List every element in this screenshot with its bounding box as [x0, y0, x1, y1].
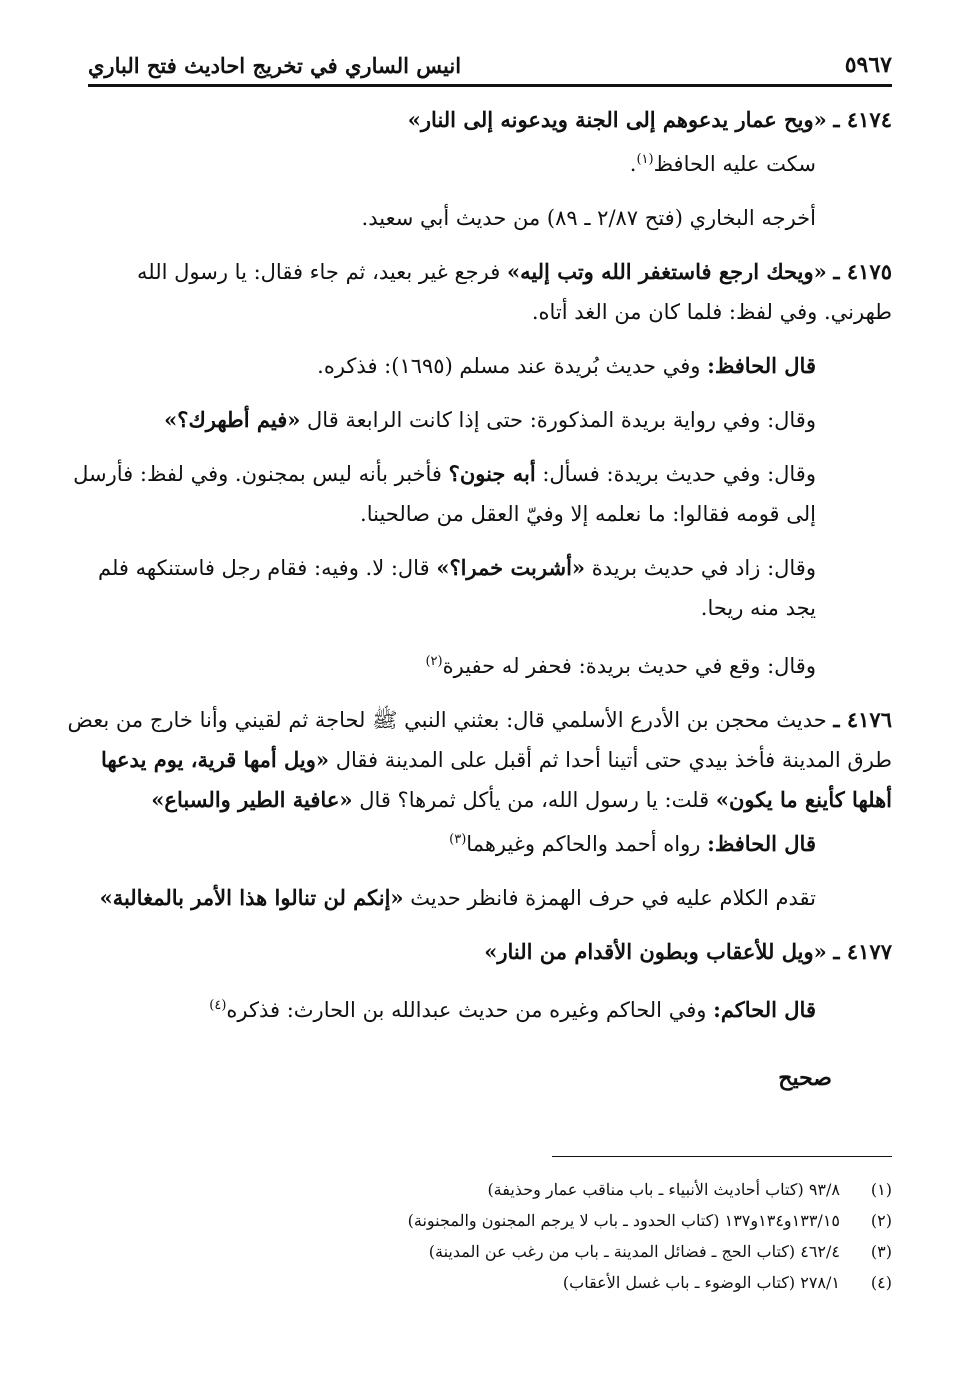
- verdict: صحيح: [778, 1065, 832, 1091]
- footnote-rule: [552, 1156, 892, 1157]
- hafiz-text: رواه أحمد والحاكم وغيرهما: [466, 832, 701, 856]
- footnote-text: ١٣٣/١٥و١٣٤و١٣٧ (كتاب الحدود ـ باب لا يرجم المجنون والمجنونة): [407, 1211, 840, 1230]
- footnote-number: (١): [870, 1180, 892, 1199]
- footnote-number: (٢): [870, 1211, 892, 1230]
- footnote-ref: (١): [636, 152, 654, 167]
- page-body: [66, 100, 892, 1098]
- footnote-item: [66, 1174, 892, 1205]
- entry-number: ٤١٧٥ ـ: [833, 259, 892, 284]
- hadith-text: «ويل للأعقاب وبطون الأقدام من النار»: [484, 939, 827, 964]
- footnote-number: (٤): [870, 1273, 892, 1292]
- page-number: ٥٩٦٧: [844, 52, 892, 78]
- footnote-text: ٩٣/٨ (كتاب أحاديث الأنبياء ـ باب مناقب عمار وحذيفة): [487, 1180, 840, 1199]
- paragraph-text: وقال: وفي حديث بريدة: فسأل:: [542, 462, 816, 486]
- entry-number: ٤١٧٤ ـ: [833, 107, 892, 132]
- paragraph-text: فأخبر بأنه ليس بمجنون. وفي لفظ: فأرسل إلى قومه فقالوا: ما نعلمه إلا وفيّ العقل من صالحينا.: [73, 462, 816, 526]
- hadith-text: حديث محجن بن الأدرع الأسلمي قال: بعثني النبي ﷺ لحاجة ثم لقيني وأنا خارج من بعض طرق المدينة فأخذ بيدي حتى أتينا أحدا ثم أقبل على المدينة فقال: [67, 708, 892, 772]
- entry-4175: [66, 252, 892, 686]
- quote-bold: «عافية الطير والسباع»: [151, 787, 353, 812]
- entry-4174: [66, 100, 892, 238]
- footnote-ref: (٢): [425, 654, 443, 669]
- hafiz-text: وفي حديث بُريدة عند مسلم (١٦٩٥): فذكره.: [317, 354, 701, 378]
- footnote-item: [66, 1236, 892, 1267]
- paragraph-text: تقدم الكلام عليه في حرف الهمزة فانظر حديث: [410, 886, 816, 910]
- footnote-text: ٤٦٢/٤ (كتاب الحج ـ فضائل المدينة ـ باب من رغب عن المدينة): [428, 1242, 840, 1261]
- hafiz-label: قال الحافظ:: [707, 353, 816, 378]
- hadith-text: «ويحك ارجع فاستغفر الله وتب إليه»: [506, 259, 827, 284]
- note-text: سكت عليه الحافظ: [653, 152, 816, 176]
- quote-bold: «فيم أطهرك؟»: [164, 407, 301, 432]
- paragraph-text: وقال: وقع في حديث بريدة: فحفر له حفيرة: [442, 654, 816, 678]
- entry-number: ٤١٧٦ ـ: [833, 707, 892, 732]
- footnote-ref: (٣): [449, 832, 467, 847]
- hadith-text: قلت: يا رسول الله، من يأكل ثمرها؟ قال: [359, 788, 710, 812]
- hadith-text: «ويح عمار يدعوهم إلى الجنة ويدعونه إلى النار»: [407, 107, 827, 132]
- hakim-label: قال الحاكم:: [713, 997, 816, 1022]
- footnote-item: [66, 1205, 892, 1236]
- hakim-text: وفي الحاكم وغيره من حديث عبدالله بن الحارث: فذكره: [226, 998, 707, 1022]
- paragraph-text: وقال: وفي رواية بريدة المذكورة: حتى إذا كانت الرابعة قال: [307, 408, 816, 432]
- entry-number: ٤١٧٧ ـ: [833, 939, 892, 964]
- quote-bold: أبه جنون؟: [448, 461, 536, 486]
- entry-4176: [66, 700, 892, 918]
- note-end: .: [629, 152, 637, 176]
- paragraph-text: وقال: زاد في حديث بريدة: [591, 556, 816, 580]
- quote-bold: «أشربت خمرا؟»: [436, 555, 586, 580]
- running-title: انيس الساري في تخريج احاديث فتح الباري: [88, 53, 462, 78]
- page-header: [88, 28, 892, 87]
- footnote-number: (٣): [870, 1242, 892, 1261]
- quote-bold: «إنكم لن تنالوا هذا الأمر بالمغالبة»: [99, 885, 404, 910]
- hafiz-label: قال الحافظ:: [707, 831, 816, 856]
- hadith-continuation: فرجع غير بعيد، ثم جاء فقال: يا رسول الله طهرني. وفي لفظ: فلما كان من الغد أتاه.: [137, 260, 892, 324]
- takhrij-text: أخرجه البخاري (فتح ٢/٨٧ ـ ٨٩) من حديث أبي سعيد.: [361, 206, 816, 230]
- footnote-text: ٢٧٨/١ (كتاب الوضوء ـ باب غسل الأعقاب): [562, 1273, 840, 1292]
- paragraph-text: قال: لا. وفيه: فقام رجل فاستنكهه فلم يجد منه ريحا.: [98, 556, 816, 620]
- footnote-ref: (٤): [209, 998, 227, 1013]
- entry-4177: [66, 932, 892, 1098]
- footnote-item: [66, 1267, 892, 1298]
- quote-bold: «ويل أمها قرية، يوم يدعها أهلها كأينع ما يكون»: [100, 747, 892, 812]
